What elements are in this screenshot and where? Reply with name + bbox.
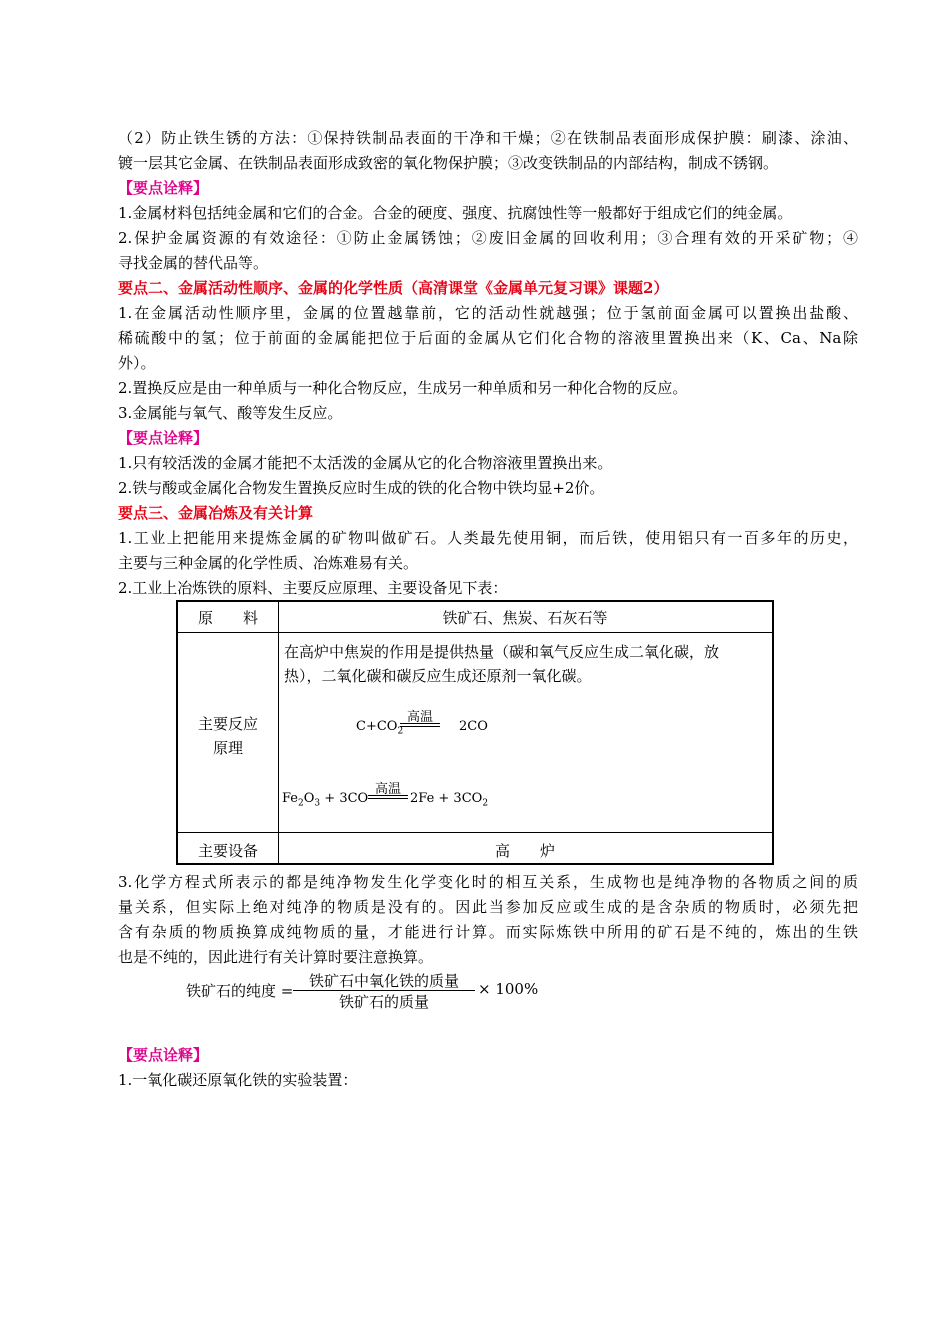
paragraph-line: （2）防止铁生锈的方法：①保持铁制品表面的干净和干燥；②在铁制品表面形成保护膜：刷漆、涂油、 [118, 129, 858, 147]
reaction-condition: 高温 [374, 782, 401, 797]
formula-denominator: 铁矿石的质量 [338, 993, 429, 1011]
equation-iron-oxide-reduction: $Fe_2O_3 + 3CO$ [282, 791, 369, 809]
paragraph-line: 镀一层其它金属、在铁制品表面形成致密的氧化物保护膜；③改变铁制品的内部结构，制成不锈钢。 [118, 154, 779, 172]
paragraph-line: 也是不纯的，因此进行有关计算时要注意换算。 [118, 948, 434, 966]
key-note-heading: 【要点诠释】 [118, 179, 209, 197]
table-cell-value: 铁矿石、焦炭、石灰石等 [442, 609, 608, 627]
paragraph-line: 含有杂质的物质换算成纯物质的量，才能进行计算。而实际炼铁中所用的矿石是不纯的，炼出的生铁 [118, 923, 858, 941]
section-heading: 要点二、金属活动性顺序、金属的化学性质（高清课堂《金属单元复习课》课题2） [118, 279, 669, 297]
formula-factor: × 100% [478, 980, 539, 998]
formula-numerator: 铁矿石中氧化铁的质量 [308, 972, 459, 990]
equation-product: 2CO [459, 719, 488, 734]
paragraph-line: 寻找金属的替代品等。 [118, 254, 269, 272]
purity-formula [186, 970, 546, 1010]
paragraph-line: 1.只有较活泼的金属才能把不太活泼的金属从它的化合物溶液里置换出来。 [118, 454, 613, 472]
paragraph-line: 主要与三种金属的化学性质、冶炼难易有关。 [118, 554, 419, 572]
paragraph-line: 2.铁与酸或金属化合物发生置换反应时生成的铁的化合物中铁均显+2价。 [118, 479, 605, 497]
paragraph-line: 2.保护金属资源的有效途径：①防止金属锈蚀；②废旧金属的回收利用；③合理有效的开采矿物；④ [118, 229, 858, 247]
paragraph-line: 1.一氧化碳还原氧化铁的实验装置： [118, 1071, 358, 1089]
reaction-equals [400, 723, 440, 727]
table-cell-label: 主要反应 原理 [197, 715, 258, 757]
formula-label: 铁矿石的纯度 = [186, 982, 294, 1000]
paragraph-line: 外）。 [118, 354, 156, 372]
paragraph-line: 1.工业上把能用来提炼金属的矿物叫做矿石。人类最先使用铜，而后铁，使用铝只有一百多年的历史， [118, 529, 858, 547]
table-divider [178, 632, 772, 633]
section-heading: 要点三、金属冶炼及有关计算 [118, 504, 314, 522]
table-cell-label: 主要设备 [197, 842, 258, 860]
reaction-condition: 高温 [406, 710, 433, 725]
smelting-table [176, 600, 774, 865]
paragraph-line: 2.工业上冶炼铁的原料、主要反应原理、主要设备见下表： [118, 579, 508, 597]
key-note-heading: 【要点诠释】 [118, 429, 209, 447]
key-note-heading: 【要点诠释】 [118, 1046, 209, 1064]
table-divider [178, 832, 772, 833]
paragraph-line: 1.在金属活动性顺序里，金属的位置越靠前，它的活动性就越强；位于氢前面金属可以置换出盐酸、 [118, 304, 858, 322]
paragraph-line: 3.金属能与氧气、酸等发生反应。 [118, 404, 343, 422]
equation-product: $2Fe + 3CO_2$ [410, 791, 489, 809]
table-divider [278, 602, 279, 863]
reaction-equals [368, 795, 408, 799]
paragraph-line: 1.金属材料包括纯金属和它们的合金。合金的硬度、强度、抗腐蚀性等一般都好于组成它们的纯金属。 [118, 204, 793, 222]
paragraph-line: 3.化学方程式所表示的都是纯净物发生化学变化时的相互关系，生成物也是纯净物的各物质之间的质 [118, 873, 858, 891]
principle-text: 在高炉中焦炭的作用是提供热量（碳和氧气反应生成二氧化碳，放 热），二氧化碳和碳反应生成还原剂一氧化碳。 [284, 643, 720, 685]
table-cell-label: 原 料 [197, 609, 258, 627]
equation-carbon-reduction: $C+CO_2$ [356, 719, 404, 737]
paragraph-line: 稀硫酸中的氢；位于前面的金属能把位于后面的金属从它们化合物的溶液里置换出来（K、Ca、Na除 [118, 329, 858, 347]
paragraph-line: 量关系，但实际上绝对纯净的物质是没有的。因此当参加反应或生成的是含杂质的物质时，必须先把 [118, 898, 858, 916]
table-cell-value: 高 炉 [494, 842, 555, 860]
paragraph-line: 2.置换反应是由一种单质与一种化合物反应，生成另一种单质和另一种化合物的反应。 [118, 379, 688, 397]
